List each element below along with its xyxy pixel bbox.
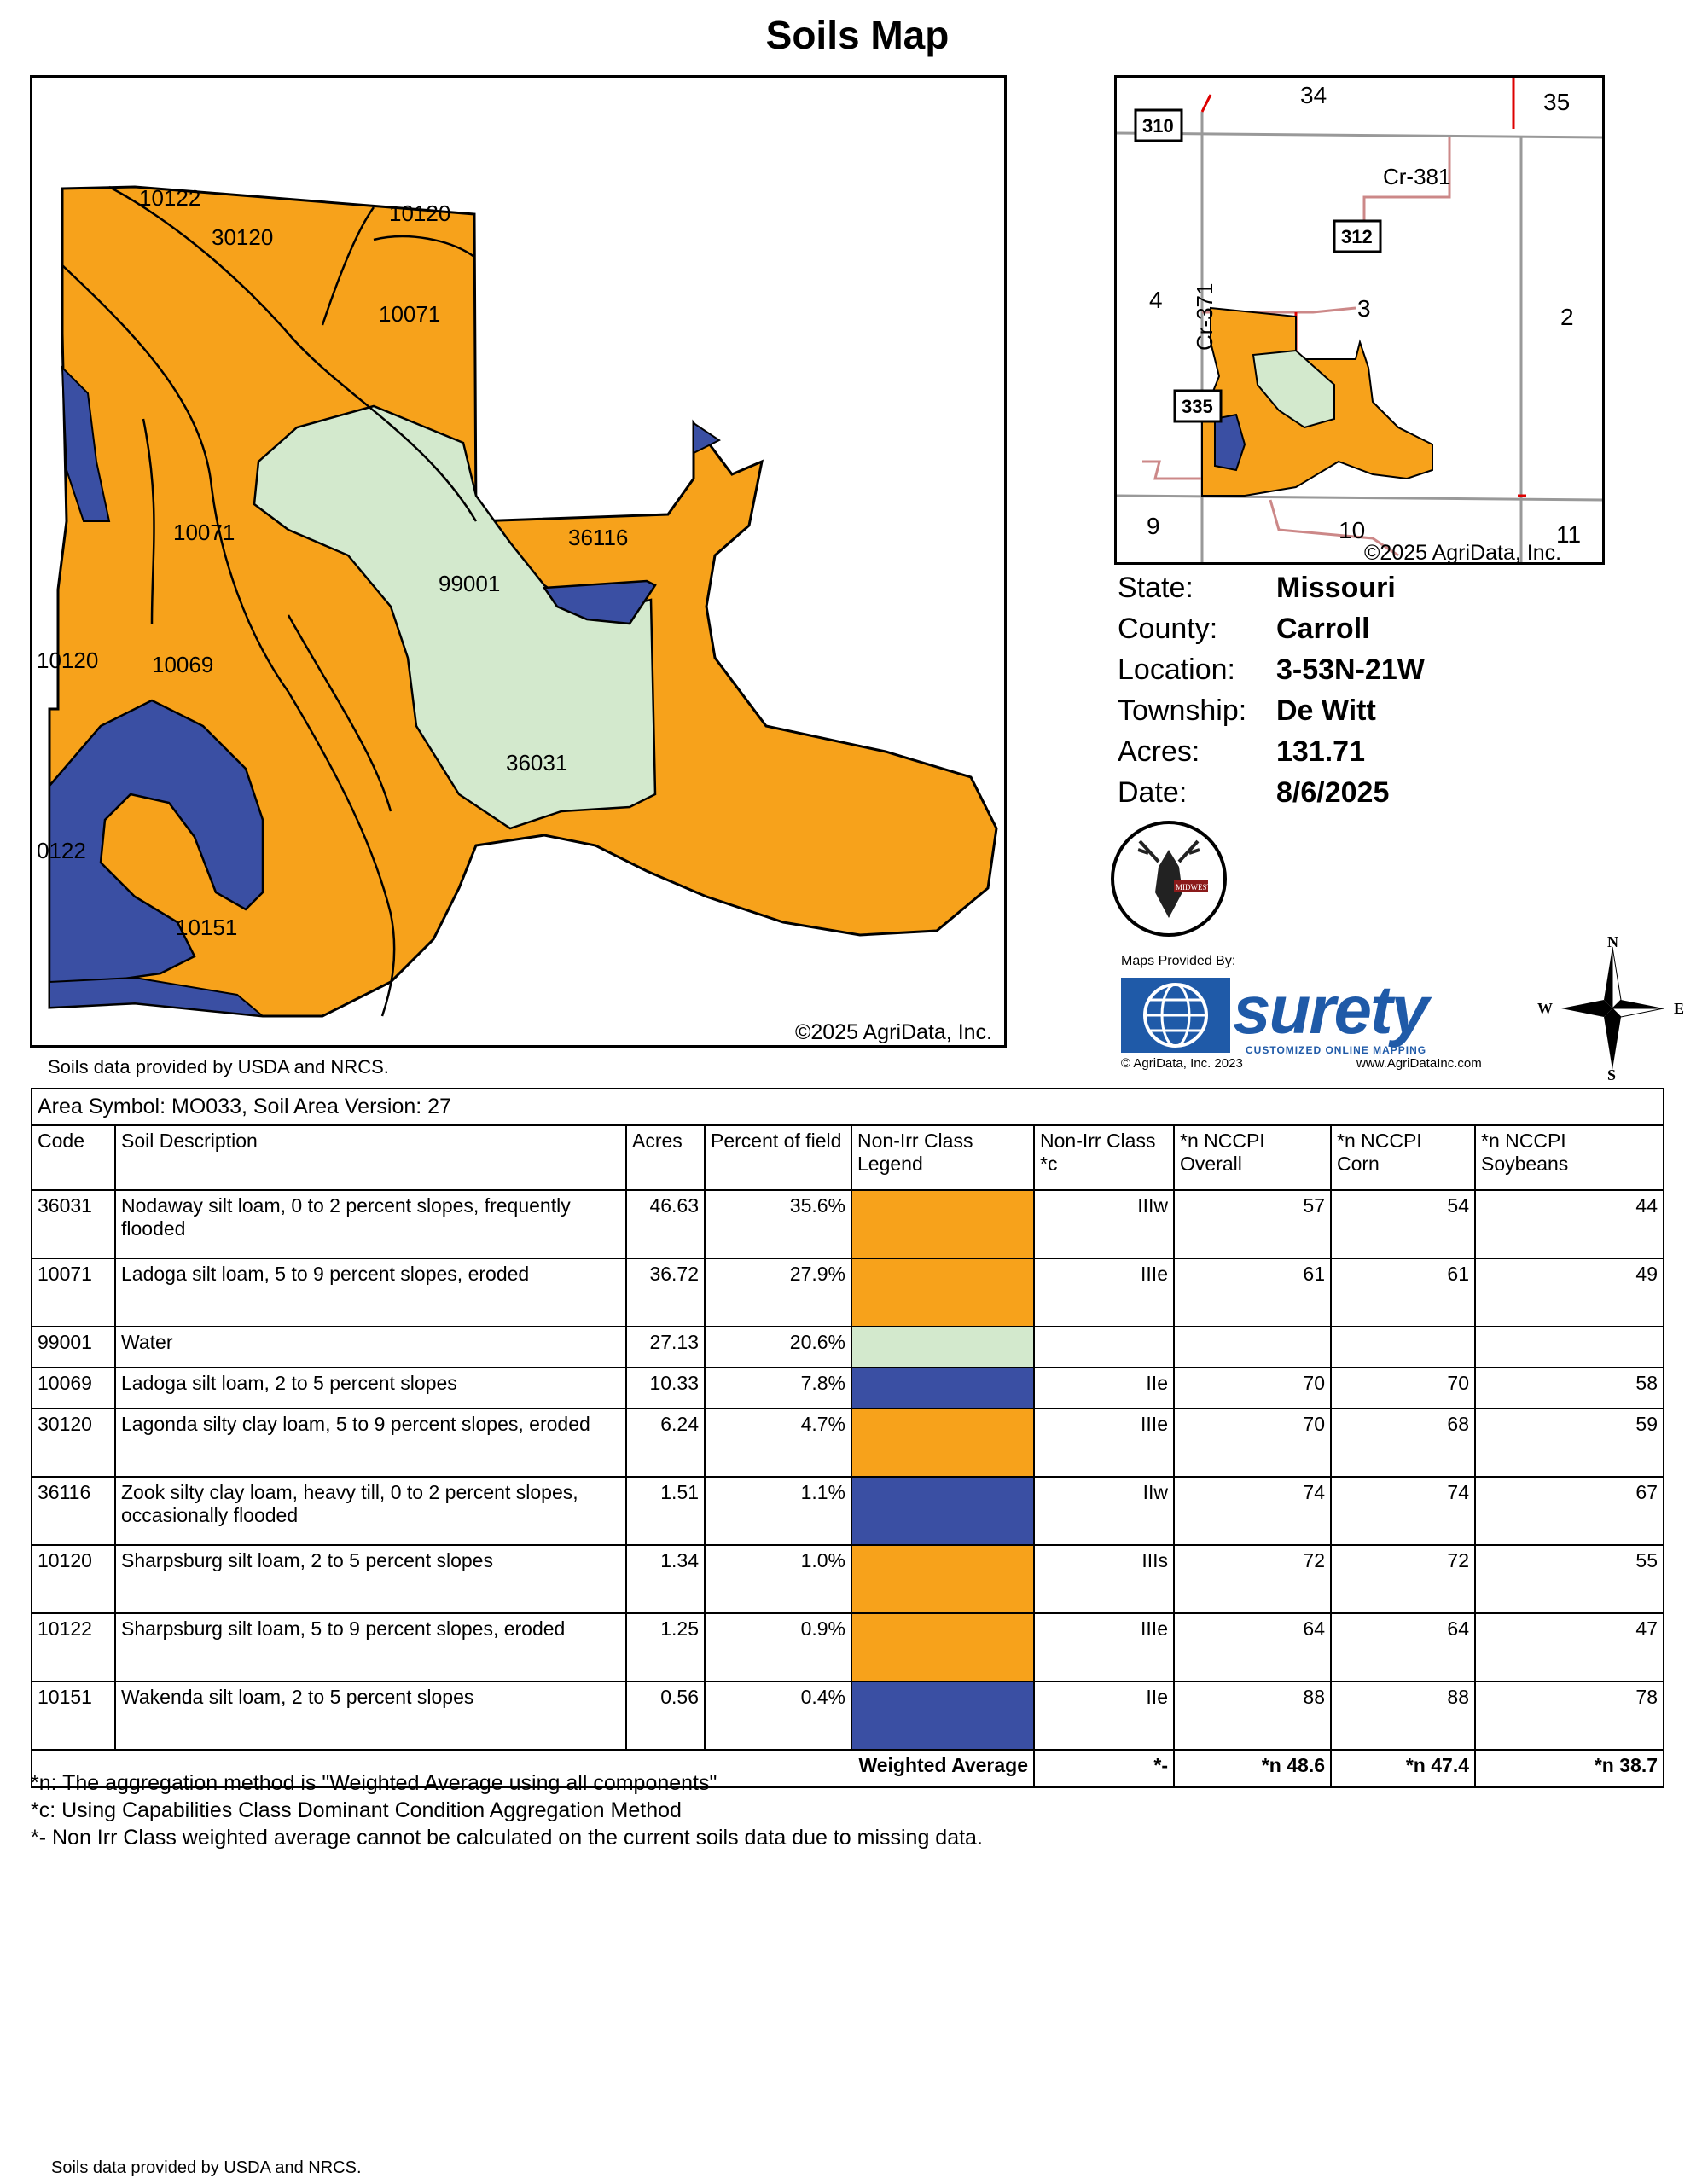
acres: 1.25: [626, 1613, 705, 1682]
non-irr-class: IIIe: [1034, 1258, 1174, 1327]
nccpi-corn: 64: [1331, 1613, 1475, 1682]
table-row: [32, 1368, 1664, 1409]
map-label: 10122: [139, 185, 201, 211]
nccpi-soybeans: 78: [1475, 1682, 1664, 1750]
nccpi-overall: 70: [1174, 1368, 1331, 1409]
locator-map[interactable]: [1114, 75, 1605, 565]
compass-e: E: [1674, 1000, 1685, 1017]
soil-description: Sharpsburg silt loam, 2 to 5 percent slopes: [115, 1545, 626, 1613]
section-label: 3: [1357, 295, 1371, 322]
surety-copyright: © AgriData, Inc. 2023: [1121, 1056, 1243, 1071]
globe-icon: [1121, 978, 1230, 1053]
compass-s: S: [1607, 1066, 1617, 1080]
section-label: 9: [1147, 513, 1160, 539]
column-header: Non-Irr Class Legend: [851, 1125, 1034, 1190]
column-header: *n NCCPI Soybeans: [1475, 1125, 1664, 1190]
class-legend-swatch: [851, 1477, 1034, 1545]
map-copyright: ©2025 AgriData, Inc.: [794, 1020, 992, 1044]
map-label: 99001: [439, 571, 501, 596]
table-row: [32, 1190, 1664, 1258]
soil-code: 10069: [32, 1368, 115, 1409]
road-shield: 312: [1341, 226, 1373, 247]
non-irr-class: IIIw: [1034, 1190, 1174, 1258]
surety-url: www.AgriDataInc.com: [1356, 1056, 1482, 1071]
nccpi-corn: 72: [1331, 1545, 1475, 1613]
percent-field: 0.9%: [705, 1613, 851, 1682]
percent-field: 20.6%: [705, 1327, 851, 1368]
soil-description: Zook silty clay loam, heavy till, 0 to 2 percent slopes, occasionally flooded: [115, 1477, 626, 1545]
non-irr-class: [1034, 1327, 1174, 1368]
logo-text: MIDWEST: [1176, 883, 1211, 892]
nccpi-overall: 88: [1174, 1682, 1331, 1750]
column-header: *n NCCPI Corn: [1331, 1125, 1475, 1190]
nccpi-soybeans: 47: [1475, 1613, 1664, 1682]
non-irr-class: IIIe: [1034, 1409, 1174, 1477]
source-note-bottom: Soils data provided by USDA and NRCS.: [51, 2158, 362, 2177]
soil-code: 10120: [32, 1545, 115, 1613]
nccpi-overall: 74: [1174, 1477, 1331, 1545]
road-name: Cr-381: [1383, 164, 1451, 189]
section-label: 34: [1300, 82, 1327, 108]
info-row-acres: Acres: 131.71: [1118, 735, 1365, 768]
table-row: [32, 1477, 1664, 1545]
non-irr-class: IIe: [1034, 1368, 1174, 1409]
column-header: Code: [32, 1125, 115, 1190]
table-row: [32, 1327, 1664, 1368]
info-row-date: Date: 8/6/2025: [1118, 775, 1390, 809]
percent-field: 35.6%: [705, 1190, 851, 1258]
nccpi-corn: 68: [1331, 1409, 1475, 1477]
class-legend-swatch: [851, 1368, 1034, 1409]
nccpi-corn: 70: [1331, 1368, 1475, 1409]
nccpi-corn: 54: [1331, 1190, 1475, 1258]
acres: 1.34: [626, 1545, 705, 1613]
provided-by: Maps Provided By:: [1121, 954, 1236, 968]
acres: 1.51: [626, 1477, 705, 1545]
acres: 36.72: [626, 1258, 705, 1327]
class-legend-swatch: [851, 1682, 1034, 1750]
soil-description: Wakenda silt loam, 2 to 5 percent slopes: [115, 1682, 626, 1750]
footnotes: [31, 1769, 983, 1851]
acres: 10.33: [626, 1368, 705, 1409]
section-label: 2: [1560, 304, 1574, 330]
info-row-county: County: Carroll: [1118, 612, 1370, 645]
weighted-corn: *n 47.4: [1331, 1750, 1475, 1787]
soil-code: 10071: [32, 1258, 115, 1327]
nccpi-soybeans: 59: [1475, 1409, 1664, 1477]
compass-rose-icon: [1536, 937, 1689, 1080]
nccpi-overall: 57: [1174, 1190, 1331, 1258]
footnote: *- Non Irr Class weighted average cannot be calculated on the current soils data due to missing data.: [31, 1826, 983, 1850]
column-header: Acres: [626, 1125, 705, 1190]
column-header: Soil Description: [115, 1125, 626, 1190]
nccpi-corn: 61: [1331, 1258, 1475, 1327]
non-irr-class: IIe: [1034, 1682, 1174, 1750]
info-row-location: Location: 3-53N-21W: [1118, 653, 1425, 686]
surety-tagline: CUSTOMIZED ONLINE MAPPING: [1246, 1044, 1427, 1056]
road-shield: 335: [1182, 396, 1213, 417]
soil-map[interactable]: [30, 75, 1007, 1048]
soil-description: Water: [115, 1327, 626, 1368]
soil-description: Nodaway silt loam, 0 to 2 percent slopes, frequently flooded: [115, 1190, 626, 1258]
road-name: Cr-371: [1192, 282, 1217, 351]
column-header: *n NCCPI Overall: [1174, 1125, 1331, 1190]
section-label: 4: [1149, 287, 1163, 313]
soil-code: 36116: [32, 1477, 115, 1545]
section-label: 35: [1543, 89, 1571, 115]
soil-code: 30120: [32, 1409, 115, 1477]
soil-description: Lagonda silty clay loam, 5 to 9 percent slopes, eroded: [115, 1409, 626, 1477]
non-irr-class: IIw: [1034, 1477, 1174, 1545]
map-label: 10069: [152, 652, 214, 677]
table-row: [32, 1545, 1664, 1613]
soil-table: [31, 1088, 1664, 1788]
percent-field: 0.4%: [705, 1682, 851, 1750]
midwest-logo: [1111, 821, 1227, 937]
compass-w: W: [1537, 1000, 1553, 1017]
map-label: 10120: [37, 648, 99, 673]
map-label: 10151: [176, 915, 238, 940]
nccpi-soybeans: 55: [1475, 1545, 1664, 1613]
map-label: 10071: [173, 520, 235, 545]
nccpi-soybeans: 58: [1475, 1368, 1664, 1409]
soil-code: 36031: [32, 1190, 115, 1258]
nccpi-overall: 64: [1174, 1613, 1331, 1682]
section-label: 10: [1339, 517, 1366, 543]
class-legend-swatch: [851, 1545, 1034, 1613]
nccpi-soybeans: 49: [1475, 1258, 1664, 1327]
table-row: [32, 1682, 1664, 1750]
map-label: 36116: [568, 525, 629, 550]
column-header: Non-Irr Class *c: [1034, 1125, 1174, 1190]
column-header: Percent of field: [705, 1125, 851, 1190]
table-row: [32, 1613, 1664, 1682]
map-label: 30120: [212, 224, 274, 250]
soil-description: Ladoga silt loam, 5 to 9 percent slopes, eroded: [115, 1258, 626, 1327]
nccpi-overall: 72: [1174, 1545, 1331, 1613]
map-label: 10071: [379, 301, 441, 327]
map-label: 36031: [506, 750, 568, 775]
area-symbol: Area Symbol: MO033, Soil Area Version: 27: [32, 1089, 1664, 1125]
table-row: [32, 1409, 1664, 1477]
page-title: Soils Map: [765, 13, 950, 57]
soil-code: 10122: [32, 1613, 115, 1682]
class-legend-swatch: [851, 1613, 1034, 1682]
surety-logo: [1118, 954, 1510, 1073]
class-legend-swatch: [851, 1409, 1034, 1477]
class-legend-swatch: [851, 1327, 1034, 1368]
soil-code: 10151: [32, 1682, 115, 1750]
nccpi-corn: 88: [1331, 1682, 1475, 1750]
percent-field: 1.1%: [705, 1477, 851, 1545]
nccpi-overall: [1174, 1327, 1331, 1368]
map-label: 0122: [37, 838, 86, 863]
road-shield: 310: [1142, 115, 1174, 136]
nccpi-corn: [1331, 1327, 1475, 1368]
nccpi-corn: 74: [1331, 1477, 1475, 1545]
percent-field: 1.0%: [705, 1545, 851, 1613]
class-legend-swatch: [851, 1258, 1034, 1327]
weighted-soy: *n 38.7: [1475, 1750, 1664, 1787]
surety-wordmark: surety: [1233, 972, 1428, 1048]
inset-copyright: ©2025 AgriData, Inc.: [1364, 541, 1562, 565]
percent-field: 4.7%: [705, 1409, 851, 1477]
class-legend-swatch: [851, 1190, 1034, 1258]
soil-description: Ladoga silt loam, 2 to 5 percent slopes: [115, 1368, 626, 1409]
weighted-overall: *n 48.6: [1174, 1750, 1331, 1787]
non-irr-class: IIIs: [1034, 1545, 1174, 1613]
weighted-class: *-: [1034, 1750, 1174, 1787]
weighted-average-label: Weighted Average: [32, 1750, 1034, 1787]
section-label: 11: [1556, 521, 1582, 548]
footnote: *n: The aggregation method is "Weighted Average using all components": [31, 1771, 717, 1795]
acres: 27.13: [626, 1327, 705, 1368]
soil-code: 99001: [32, 1327, 115, 1368]
info-row-state: State: Missouri: [1118, 571, 1396, 604]
property-info: [1118, 567, 1425, 813]
nccpi-soybeans: 67: [1475, 1477, 1664, 1545]
non-irr-class: IIIe: [1034, 1613, 1174, 1682]
acres: 46.63: [626, 1190, 705, 1258]
acres: 6.24: [626, 1409, 705, 1477]
info-row-township: Township: De Witt: [1118, 694, 1376, 727]
nccpi-overall: 61: [1174, 1258, 1331, 1327]
table-row: [32, 1258, 1664, 1327]
nccpi-overall: 70: [1174, 1409, 1331, 1477]
nccpi-soybeans: 44: [1475, 1190, 1664, 1258]
source-note: Soils data provided by USDA and NRCS.: [48, 1056, 389, 1077]
map-label: 10120: [389, 200, 451, 226]
soil-description: Sharpsburg silt loam, 5 to 9 percent slopes, eroded: [115, 1613, 626, 1682]
compass-n: N: [1607, 937, 1618, 950]
acres: 0.56: [626, 1682, 705, 1750]
percent-field: 27.9%: [705, 1258, 851, 1327]
footnote: *c: Using Capabilities Class Dominant Condition Aggregation Method: [31, 1798, 682, 1822]
nccpi-soybeans: [1475, 1327, 1664, 1368]
percent-field: 7.8%: [705, 1368, 851, 1409]
